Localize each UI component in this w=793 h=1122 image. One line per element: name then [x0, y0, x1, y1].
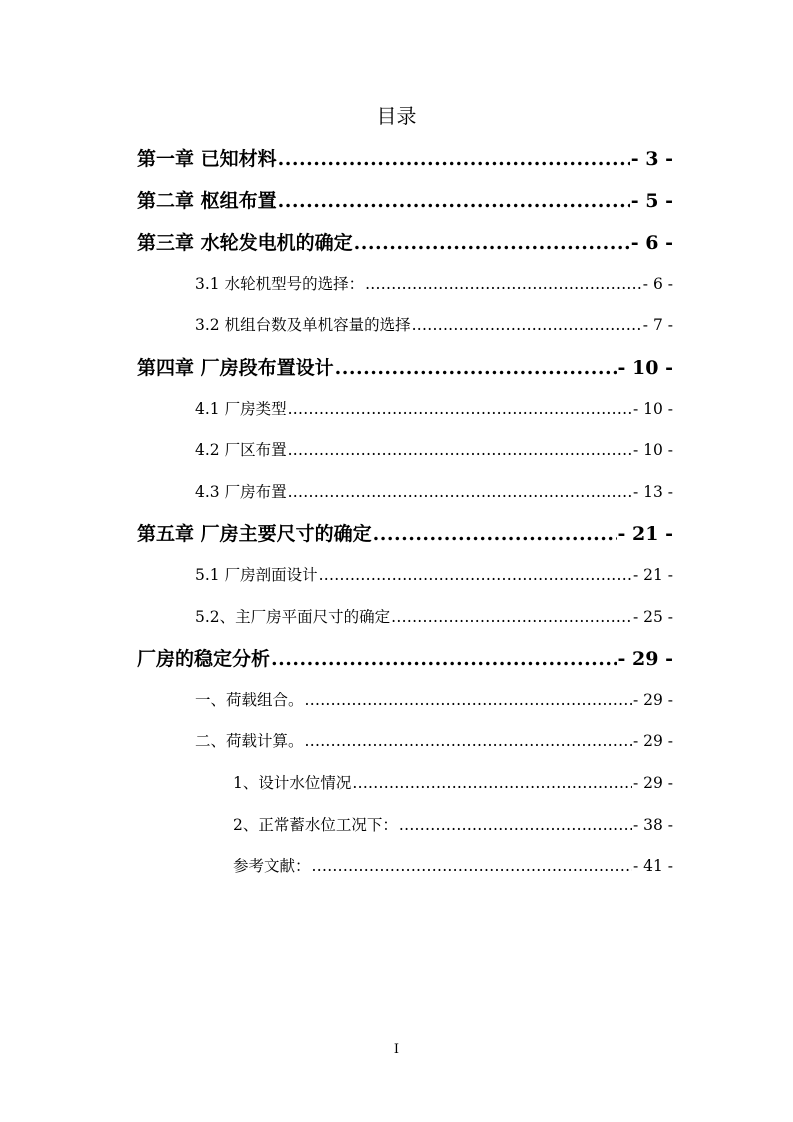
toc-entry-section-5-1[interactable]: [195, 563, 673, 587]
toc-entry-label: 4.1 厂房类型: [195, 400, 287, 418]
toc-entry-label: 5.2、主厂房平面尺寸的确定: [195, 608, 391, 626]
toc-leader-dots: [278, 187, 630, 215]
page-number: I: [393, 1042, 400, 1057]
toc-entry-section-4-3[interactable]: [195, 480, 673, 504]
toc-entry-normal-water-level[interactable]: [233, 813, 673, 837]
toc-entry-label: 3.2 机组台数及单机容量的选择: [195, 316, 411, 334]
toc-entry-stability-analysis[interactable]: [137, 645, 673, 673]
toc-entry-label: 一、荷载组合。: [195, 691, 304, 709]
toc-entry-page: - 10 -: [632, 441, 673, 459]
toc-entry-load-calculation[interactable]: [195, 729, 673, 753]
toc-entry-page: - 6 -: [642, 275, 673, 293]
toc-entry-label: 第二章 枢组布置: [137, 190, 277, 212]
toc-entry-page: - 38 -: [632, 816, 673, 834]
toc-leader-dots: [278, 145, 630, 173]
toc-leader-dots: [312, 854, 632, 878]
toc-entry-design-water-level[interactable]: [233, 771, 673, 795]
toc-leader-dots: [352, 771, 632, 795]
toc-entry-page: - 21 -: [617, 523, 673, 545]
toc-entry-references[interactable]: [233, 854, 673, 878]
toc-entry-page: - 41 -: [632, 857, 673, 875]
toc-entry-section-5-2[interactable]: [195, 605, 673, 629]
toc-entry-page: - 29 -: [632, 732, 673, 750]
toc-entry-page: - 29 -: [632, 691, 673, 709]
toc-entry-page: - 10 -: [632, 400, 673, 418]
toc-leader-dots: [412, 313, 642, 337]
toc-entry-load-combination[interactable]: [195, 688, 673, 712]
toc-entry-page: - 5 -: [630, 190, 673, 212]
toc-entry-label: 第五章 厂房主要尺寸的确定: [137, 523, 372, 545]
toc-leader-dots: [373, 520, 617, 548]
toc-entry-chapter-1[interactable]: [137, 145, 673, 173]
toc-leader-dots: [319, 563, 632, 587]
toc-entry-page: - 3 -: [630, 148, 673, 170]
toc-entry-page: - 29 -: [632, 774, 673, 792]
toc-leader-dots: [305, 688, 632, 712]
toc-entry-label: 第一章 已知材料: [137, 148, 277, 170]
toc-leader-dots: [305, 729, 632, 753]
toc-entry-section-3-1[interactable]: [195, 272, 673, 296]
toc-entry-page: - 13 -: [632, 483, 673, 501]
toc-entry-page: - 6 -: [630, 232, 673, 254]
toc-entry-label: 4.3 厂房布置: [195, 483, 287, 501]
toc-leader-dots: [354, 229, 630, 257]
toc-entry-label: 二、荷载计算。: [195, 732, 304, 750]
toc-entry-section-4-1[interactable]: [195, 397, 673, 421]
toc-entry-chapter-2[interactable]: [137, 187, 673, 215]
toc-leader-dots: [288, 397, 632, 421]
toc-entry-page: - 29 -: [617, 648, 673, 670]
toc-title: 目录: [376, 104, 417, 128]
toc-entry-section-3-2[interactable]: [195, 313, 673, 337]
toc-entry-chapter-3[interactable]: [137, 229, 673, 257]
toc-entry-chapter-5[interactable]: [137, 520, 673, 548]
toc-entry-page: - 10 -: [617, 357, 673, 379]
toc-entry-section-4-2[interactable]: [195, 438, 673, 462]
toc-entry-label: 第三章 水轮发电机的确定: [137, 232, 353, 254]
toc-entry-label: 1、设计水位情况: [233, 774, 352, 792]
toc-leader-dots: [391, 605, 632, 629]
toc-leader-dots: [288, 438, 632, 462]
toc-leader-dots: [271, 645, 617, 673]
toc-entry-page: - 21 -: [632, 566, 673, 584]
toc-leader-dots: [365, 272, 642, 296]
toc-entry-label: 5.1 厂房剖面设计: [195, 566, 318, 584]
toc-entry-label: 2、正常蓄水位工况下：: [233, 816, 398, 834]
toc-entry-label: 4.2 厂区布置: [195, 441, 287, 459]
toc-entry-label: 厂房的稳定分析: [137, 648, 271, 670]
toc-entry-label: 第四章 厂房段布置设计: [137, 357, 334, 379]
toc-entry-label: 3.1 水轮机型号的选择：: [195, 275, 365, 293]
toc-entry-chapter-4[interactable]: [137, 354, 673, 382]
toc-leader-dots: [399, 813, 632, 837]
toc-entry-page: - 7 -: [642, 316, 673, 334]
toc-entry-page: - 25 -: [632, 608, 673, 626]
toc-entry-label: 参考文献：: [233, 857, 311, 875]
toc-leader-dots: [288, 480, 632, 504]
toc-leader-dots: [335, 354, 617, 382]
